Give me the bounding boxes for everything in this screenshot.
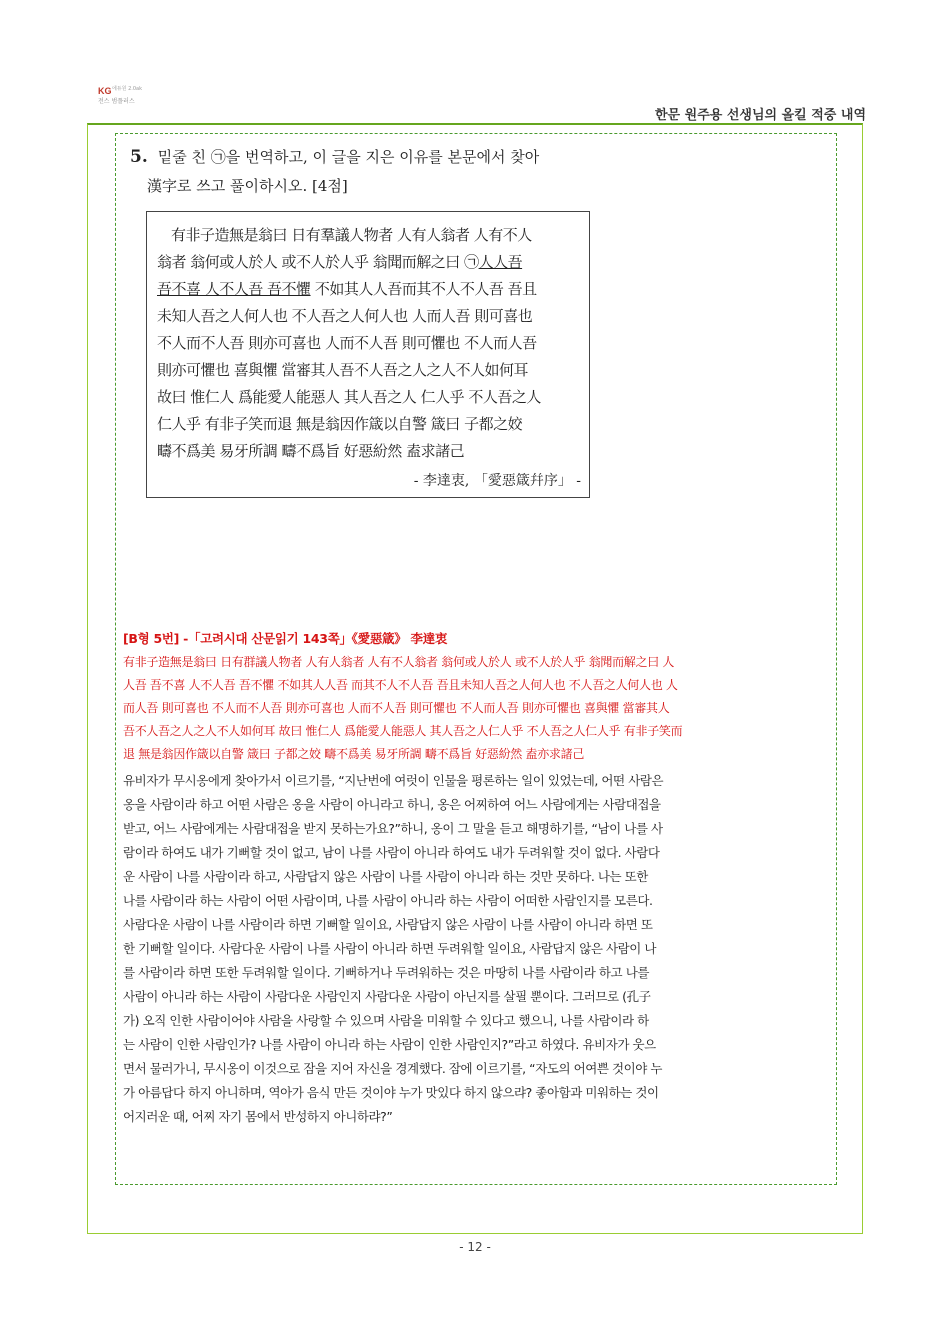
translation-line: 가) 오직 인한 사람이어야 사람을 사랑할 수 있으며 사람을 미워할 수 있다고 했으니, 나를 사람이라 하: [123, 1013, 649, 1028]
passage-line: [157, 278, 537, 299]
passage-text: 翁者 翁何或人於人 或不人於人乎 翁聞而解之曰 ㉠: [157, 253, 479, 271]
translation-line: 어지러운 때, 어찌 자기 몸에서 반성하지 아니하랴?”: [123, 1109, 393, 1124]
underlined-text: 人人吾: [478, 253, 523, 271]
passage-line: 未知人吾之人何人也 不人吾之人何人也 人而人吾 則可喜也: [157, 307, 533, 325]
translation-line: 한 기뻐할 일이다. 사람다운 사람이 나를 사람이 아니라 하면 두려워할 일이요, 사람답지 않은 사람이 나: [123, 941, 657, 956]
translation-line: 사람다운 사람이 나를 사람이라 하면 기뻐할 일이요, 사람답지 않은 사람이 나를 사람이 아니라 하면 또: [123, 917, 653, 932]
question-text-1: 밑줄 친 ㉠을 번역하고, 이 글을 지은 이유를 본문에서 찾아: [157, 148, 540, 166]
answer-original-line: 人吾 吾不喜 人不人吾 吾不懼 不如其人人吾 而其不人不人吾 吾且未知人吾之人何人也 不人吾之人何人也 人: [123, 678, 678, 692]
logo-subtitle: 에듀원 2.0ak: [112, 86, 142, 92]
passage-line: 不人而不人吾 則亦可喜也 人而不人吾 則可懼也 不人而人吾: [157, 334, 537, 352]
passage-line: 故曰 惟仁人 爲能愛人能惡人 其人吾之人 仁人乎 不人吾之人: [157, 388, 541, 406]
underlined-text: 吾不喜 人不人吾 吾不懼: [157, 280, 311, 298]
question-line-2: 漢字로 쓰고 풀이하시오. [4점]: [147, 177, 348, 195]
translation-line: 옹을 사람이라 하고 어떤 사람은 옹을 사람이 아니라고 하니, 옹은 어찌하여 어느 사람에게는 사람대접을: [123, 797, 661, 812]
passage-line: 仁人乎 有非子笑而退 無是翁因作箴以自警 箴曰 子都之姣: [157, 415, 523, 433]
question-number: 5.: [130, 147, 148, 167]
page-number: - 12 -: [459, 1240, 491, 1254]
passage-line: 則亦可懼也 喜與懼 當審其人吾不人吾之人之人不人如何耳: [157, 361, 529, 379]
publisher-logo: [98, 84, 158, 108]
answer-original-line: 吾不人吾之人之人不人如何耳 故曰 惟仁人 爲能愛人能惡人 其人吾之人仁人乎 不人吾之人仁人乎 有非子笑而: [123, 724, 683, 738]
passage-line: 有非子造無是翁曰 日有羣議人物者 人有人翁者 人有不人: [171, 226, 532, 244]
translation-line: 람이라 하여도 내가 기뻐할 것이 없고, 남이 나를 사람이 아니라 하여도 내가 두려워할 것이 없다. 사람다: [123, 845, 660, 860]
passage-line: [157, 251, 522, 272]
logo-subtitle-2: 전스 범플러스: [98, 98, 135, 105]
header-title: 한문 원주용 선생님의 올킬 적중 내역: [655, 108, 866, 123]
translation-line: 를 사람이라 하면 또한 두려워할 일이다. 기뻐하거나 두려워하는 것은 마땅히 나를 사람이라 하고 나를: [123, 965, 649, 980]
passage-line: 疇不爲美 易牙所調 疇不爲旨 好惡紛然 盍求諸己: [157, 442, 465, 460]
translation-line: 운 사람이 나를 사람이라 하고, 사람답지 않은 사람이 나를 사람이 아니라 하는 것만 못하다. 나는 또한: [123, 869, 648, 884]
translation-line: 유비자가 무시옹에게 찾아가서 이르기를, “지난번에 여럿이 인물을 평론하는 일이 있었는데, 어떤 사람은: [123, 773, 664, 788]
translation-line: 가 아름답다 하지 아니하며, 역아가 음식 만든 것이야 누가 맛있다 하지 않으랴? 좋아함과 미워하는 것이: [123, 1085, 659, 1100]
translation-line: 는 사람이 인한 사람인가? 나를 사람이 아니라 하는 사람이 인한 사람인지?”라고 하였다. 유비자가 웃으: [123, 1037, 656, 1052]
translation-line: 받고, 어느 사람에게는 사람대접을 받지 못하는가요?”하니, 옹이 그 말을 듣고 해명하기를, “남이 나를 사: [123, 821, 663, 836]
passage-text: 不如其人人吾而其不人不人吾 吾且: [310, 280, 537, 298]
logo-mark: KG: [98, 86, 112, 96]
translation-line: 나를 사람이라 하는 사람이 어떤 사람이며, 나를 사람이 아니라 하는 사람이 어떠한 사람인지를 모른다.: [123, 893, 653, 908]
question-line-1: [130, 146, 539, 167]
answer-heading: [B형 5번] -「고려시대 산문읽기 143쪽」《愛惡箴》 李達衷: [123, 631, 448, 646]
passage-box: [146, 211, 590, 498]
answer-original-line: 而人吾 則可喜也 不人而不人吾 則亦可喜也 人而不人吾 則可懼也 不人而人吾 則亦可懼也 喜與懼 當審其人: [123, 701, 670, 715]
passage-source: - 李達衷, 「愛惡箴幷序」 -: [413, 473, 581, 489]
answer-original-line: 有非子造無是翁曰 日有群議人物者 人有人翁者 人有不人翁者 翁何或人於人 或不人於人乎 翁聞而解之曰 人: [123, 655, 675, 669]
translation-line: 면서 물러가니, 무시옹이 이것으로 잠을 지어 자신을 경계했다. 잠에 이르기를, “자도의 어여쁜 것이야 누: [123, 1061, 663, 1076]
translation-line: 사람이 아니라 하는 사람이 사람다운 사람인지 사람다운 사람이 아닌지를 살필 뿐이다. 그러므로 (孔子: [123, 989, 651, 1004]
answer-original-line: 退 無是翁因作箴以自警 箴曰 子都之姣 疇不爲美 易牙所調 疇不爲旨 好惡紛然 盍亦求諸己: [123, 747, 585, 761]
